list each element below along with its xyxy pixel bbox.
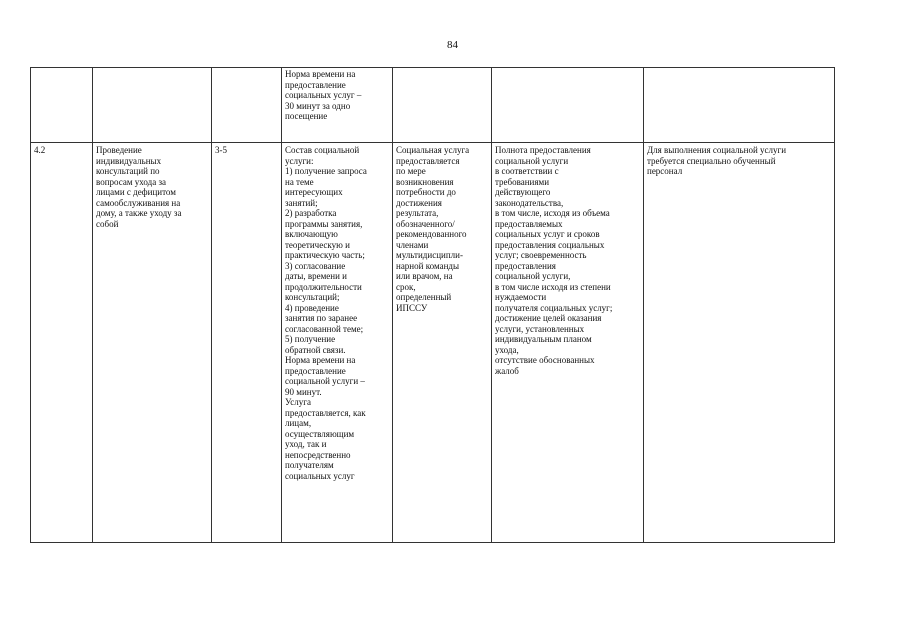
text-line: требуется специально обученный — [647, 155, 776, 166]
text-line: предоставляется — [396, 155, 460, 166]
text-line: 3) согласование — [285, 260, 346, 271]
page-number: 84 — [447, 39, 458, 51]
text-line: предоставление — [285, 79, 346, 90]
cell-number — [31, 68, 93, 143]
text-line: программы занятия, — [285, 218, 363, 229]
text-line: в том числе исходя из степени — [495, 281, 611, 292]
text-line: достижение целей оказания — [495, 313, 602, 323]
text-line: законодательства, — [495, 197, 564, 208]
text-line: 2) разработка — [285, 208, 337, 218]
services-table — [30, 67, 835, 543]
text-line: социальной услуги, — [495, 271, 571, 281]
text-line: предоставляется, как — [285, 407, 366, 418]
text-line: Состав социальной — [285, 145, 360, 155]
periodicity: 3-5 — [212, 143, 282, 543]
text-line: лицами с дефицитом — [96, 187, 176, 197]
text-line: услуги: — [285, 155, 314, 166]
cell-periodicity — [212, 68, 282, 143]
text-line: на теме — [285, 176, 314, 187]
cell-term — [393, 68, 492, 143]
text-line: практическую часть; — [285, 250, 365, 260]
text-line: непосредственно — [285, 449, 351, 460]
text-line: Полнота предоставления — [495, 145, 591, 155]
text-line: или врачом, на — [396, 271, 453, 281]
text-line: 1) получение запроса — [285, 166, 367, 176]
service-conditions — [644, 143, 835, 543]
text-line: посещение — [285, 111, 328, 121]
text-line: собой — [96, 218, 119, 229]
text-line: ИПССУ — [396, 302, 428, 313]
text-line: жалоб — [495, 365, 519, 376]
text-line: потребности до — [396, 187, 456, 197]
text-line: срок, — [396, 281, 416, 292]
text-line: нарной команды — [396, 260, 460, 271]
text-line: социальных услуг и сроков — [495, 229, 600, 239]
text-line: социальных услуг — [285, 470, 355, 481]
text-line: Для выполнения социальной услуги — [647, 145, 787, 155]
text-line: предоставляемых — [495, 218, 563, 229]
text-line: определенный — [396, 292, 452, 302]
text-line: услуг; своевременность — [495, 250, 587, 260]
text-line: индивидуальных — [96, 155, 162, 166]
text-line: в том числе, исходя из объема — [495, 208, 610, 218]
cell-conditions — [644, 68, 835, 143]
text-line: услуги, установленных — [495, 323, 585, 334]
service-term — [393, 143, 492, 543]
text-line: действующего — [495, 187, 551, 197]
table-row — [31, 143, 835, 543]
text-line: достижения — [396, 197, 442, 208]
text-line: 4) проведение — [285, 302, 339, 313]
text-line: вопросам ухода за — [96, 176, 167, 187]
service-name — [93, 143, 212, 543]
text-line: интересующих — [285, 187, 343, 197]
text-line: консультаций; — [285, 292, 340, 302]
text-line: по мере — [396, 166, 426, 176]
text-line: согласованной теме; — [285, 323, 364, 334]
text-line: предоставление — [285, 365, 346, 376]
text-line: получателя социальных услуг; — [495, 302, 613, 313]
text-line: 30 минут за одно — [285, 100, 351, 111]
text-line: уход, так и — [285, 439, 327, 449]
text-line: социальных услуг – — [285, 90, 362, 100]
quality-indicators — [492, 143, 644, 543]
text-line: ухода, — [495, 344, 519, 355]
text-line: результата, — [396, 208, 439, 218]
text-line: занятия по заранее — [285, 313, 358, 323]
text-line: социальной услуги — [495, 155, 569, 166]
text-line: членами — [396, 239, 429, 250]
text-line: социальной услуги – — [285, 376, 365, 386]
text-line: консультаций по — [96, 166, 160, 176]
text-line: самообслуживания на — [96, 197, 181, 208]
text-line: мультидисципли- — [396, 250, 463, 260]
text-line: теоретическую и — [285, 239, 350, 250]
text-line: дому, а также уходу за — [96, 208, 182, 218]
text-line: возникновения — [396, 176, 454, 187]
text-line: обозначенного/ — [396, 218, 455, 229]
text-line: продолжительности — [285, 281, 362, 292]
row-number: 4.2 — [31, 143, 93, 543]
text-line: отсутствие обоснованных — [495, 355, 595, 365]
text-line: рекомендованного — [396, 229, 467, 239]
text-line: персонал — [647, 166, 683, 176]
text-line: Социальная услуга — [396, 145, 470, 155]
text-line: предоставления социальных — [495, 239, 605, 250]
text-line: даты, времени и — [285, 271, 347, 281]
text-line: лицам, — [285, 418, 312, 428]
text-line: нуждаемости — [495, 292, 547, 302]
text-line: Услуга — [285, 397, 311, 407]
text-line: 90 минут. — [285, 386, 322, 397]
text-line: Норма времени на — [285, 355, 356, 365]
service-content — [282, 143, 393, 543]
cell-content — [282, 68, 393, 143]
text-line: индивидуальным планом — [495, 334, 592, 344]
text-line: обратной связи. — [285, 344, 346, 355]
text-line: в соответствии с — [495, 166, 559, 176]
text-line: включающую — [285, 229, 338, 239]
text-line: осуществляющим — [285, 428, 355, 439]
text-line: получателям — [285, 460, 334, 470]
text-line: Проведение — [96, 145, 142, 155]
text-line: предоставления — [495, 260, 556, 271]
text-line: требованиями — [495, 176, 550, 187]
text-line: занятий; — [285, 197, 318, 208]
cell-service — [93, 68, 212, 143]
text-line: Норма времени на — [285, 69, 356, 79]
text-line: 5) получение — [285, 334, 336, 344]
cell-quality — [492, 68, 644, 143]
continuation-row — [31, 68, 835, 143]
